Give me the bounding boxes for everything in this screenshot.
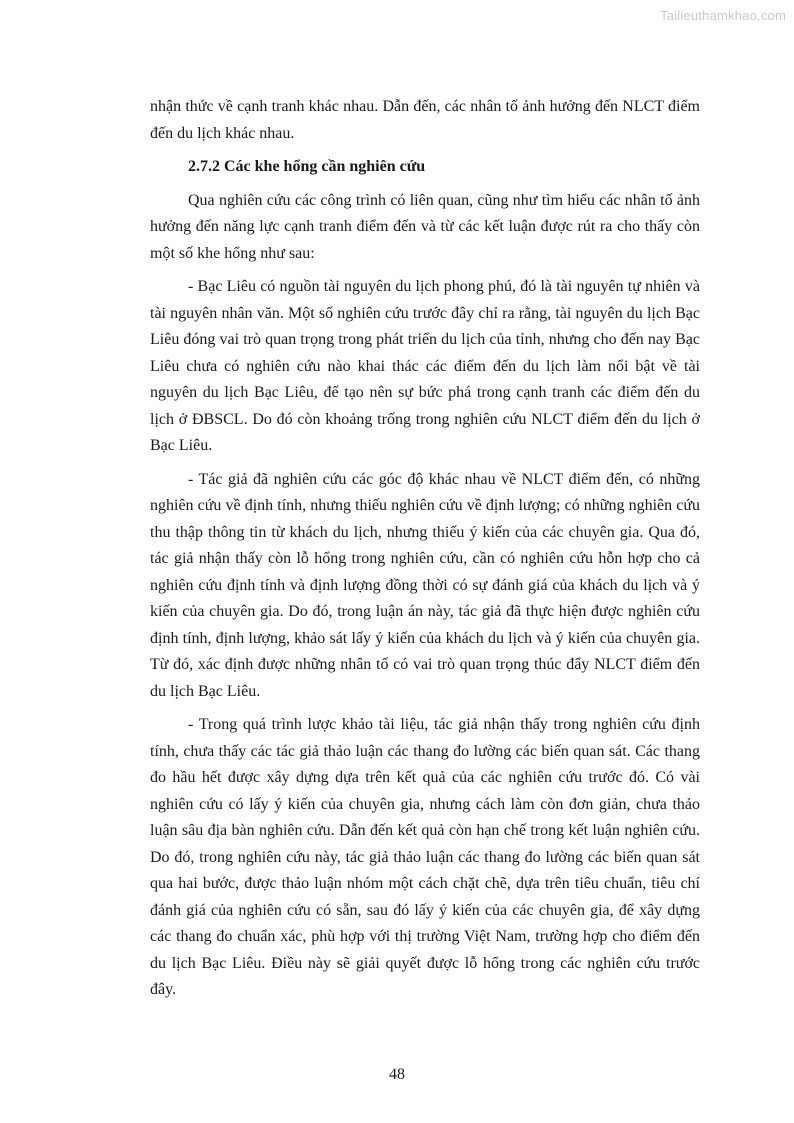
watermark: Tailieuthamkhao.com [660,8,786,23]
page-number: 48 [389,1066,405,1083]
body-paragraph: - Bạc Liêu có nguồn tài nguyên du lịch phong phú, đó là tài nguyên tự nhiên và tài nguyên nhân văn. Một số nghiên cứu trước đây chỉ ra rằng, tài nguyên du lịch Bạc Liêu đóng vai trò quan trọng trong phát triển du lịch của tỉnh, nhưng cho đến nay Bạc Liêu chưa có nghiên cứu nào khai thác các điểm đến du lịch làm nổi bật về tài nguyên du lịch Bạc Liêu, để tạo nên sự bức phá trong cạnh tranh các điểm đến du lịch ở ĐBSCL. Do đó còn khoảng trống trong nghiên cứu NLCT điểm đến du lịch ở Bạc Liêu. [150,278,700,454]
intro-paragraph: nhận thức về cạnh tranh khác nhau. Dẫn đến, các nhân tố ảnh hưởng đến NLCT điểm đến du lịch khác nhau. [150,98,700,142]
section-heading: 2.7.2 Các khe hổng cần nghiên cứu [188,158,426,175]
body-paragraph: - Tác giả đã nghiên cứu các góc độ khác nhau về NLCT điểm đến, có những nghiên cứu về định tính, nhưng thiếu nghiên cứu về định lượng; có những nghiên cứu thu thập thông tin từ khách du lịch, nhưng thiếu ý kiến của các chuyên gia. Qua đó, tác giả nhận thấy còn lỗ hổng trong nghiên cứu, cần có nghiên cứu hỗn hợp cho cả nghiên cứu định tính và định lượng đồng thời có sự đánh giá của khách du lịch và ý kiến của chuyên gia. Do đó, trong luận án này, tác giả đã thực hiện được nghiên cứu định tính, định lượng, khảo sát lấy ý kiến của khách du lịch và ý kiến của chuyên gia. Từ đó, xác định được những nhân tố có vai trò quan trọng thúc đẩy NLCT điểm đến du lịch Bạc Liêu. [150,470,700,700]
page-body [150,94,700,1004]
body-paragraph: Qua nghiên cứu các công trình có liên quan, cũng như tìm hiểu các nhân tố ảnh hưởng đến năng lực cạnh tranh điểm đến và từ các kết luận được rút ra cho thấy còn một số khe hổng như sau: [150,191,700,262]
body-paragraph: - Trong quá trình lược khảo tài liệu, tác giả nhận thấy trong nghiên cứu định tính, chưa thấy các tác giả thảo luận các thang đo lường các biến quan sát. Các thang đo hầu hết được xây dựng dựa trên kết quả của các nghiên cứu trước đó. Có vài nghiên cứu có lấy ý kiến của chuyên gia, nhưng cách làm còn đơn giản, chưa thảo luận sâu địa bàn nghiên cứu. Dẫn đến kết quả còn hạn chế trong kết luận nghiên cứu. Do đó, trong nghiên cứu này, tác giả thảo luận các thang đo lường các biến quan sát qua hai bước, được thảo luận nhóm một cách chặt chẽ, dựa trên tiêu chuẩn, tiêu chí đánh giá của nghiên cứu có sẵn, sau đó lấy ý kiến của các chuyên gia, để xây dựng các thang đo chuẩn xác, phù hợp với thị trường Việt Nam, trường hợp cho điểm đến du lịch Bạc Liêu. Điều này sẽ giải quyết được lỗ hổng trong các nghiên cứu trước đây. [150,716,700,998]
